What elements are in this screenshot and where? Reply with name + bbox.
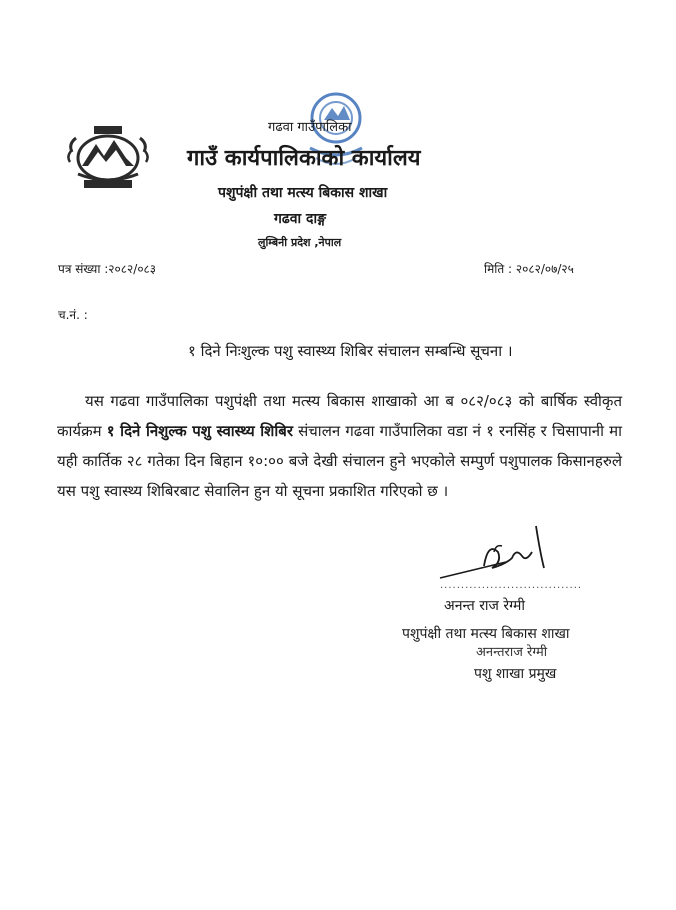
signatory-name: अनन्त राज रेग्मी — [444, 598, 526, 614]
signature-line: .................................. — [440, 580, 583, 591]
body-text-part1: यस गढवा गाउँपालिका पशुपंक्षी तथा मत्स्य बिकास शाखाको आ ब ०८२/०८३ को बार्षिक स्वीकृत कार्यक्रम — [57, 392, 622, 440]
stamp-title: पशु शाखा प्रमुख — [474, 666, 557, 682]
dispatch-number: च.नं. : — [58, 308, 88, 322]
signatory-branch: पशुपंक्षी तथा मत्स्य बिकास शाखा — [402, 626, 570, 642]
nepal-emblem-icon — [64, 122, 152, 192]
letter-number: पत्र संख्या :२०८२/०८३ — [58, 262, 157, 276]
signature-icon — [436, 522, 556, 584]
office-title: गाउँ कार्यपालिकाको कार्यालय — [187, 146, 421, 171]
body-highlight: १ दिने निशुल्क पशु स्वास्थ्य शिबिर — [106, 422, 293, 440]
body-text-part2: संचालन गढवा गाउँपालिका वडा नं १ रनसिंह र चिसापानी मा यही कार्तिक २८ गतेका दिन बिहान १०:०० बजे देखी संचालन हुने भएकोले सम्पुर्ण पशुपालक किसानहरुले यस पशु स्वास्थ्य शिबिरबाट सेवालिन हुन यो सूचना प्रकाशित गरिएको छ । — [57, 422, 623, 500]
notice-body — [57, 386, 622, 506]
stamp-name: अनन्तराज रेग्मी — [476, 645, 548, 660]
branch-name: पशुपंक्षी तथा मत्स्य बिकास शाखा — [218, 185, 388, 201]
letter-date: मिति : २०८२/०७/२५ — [484, 262, 574, 276]
province-name: लुम्बिनी प्रदेश ,नेपाल — [258, 236, 342, 249]
notice-subject: १ दिने निःशुल्क पशु स्वास्थ्य शिबिर संचालन सम्बन्धि सूचना । — [188, 342, 513, 360]
municipality-name: गढवा गाउँपालिका — [268, 120, 352, 135]
office-location: गढवा दाङ्ग — [274, 211, 326, 227]
